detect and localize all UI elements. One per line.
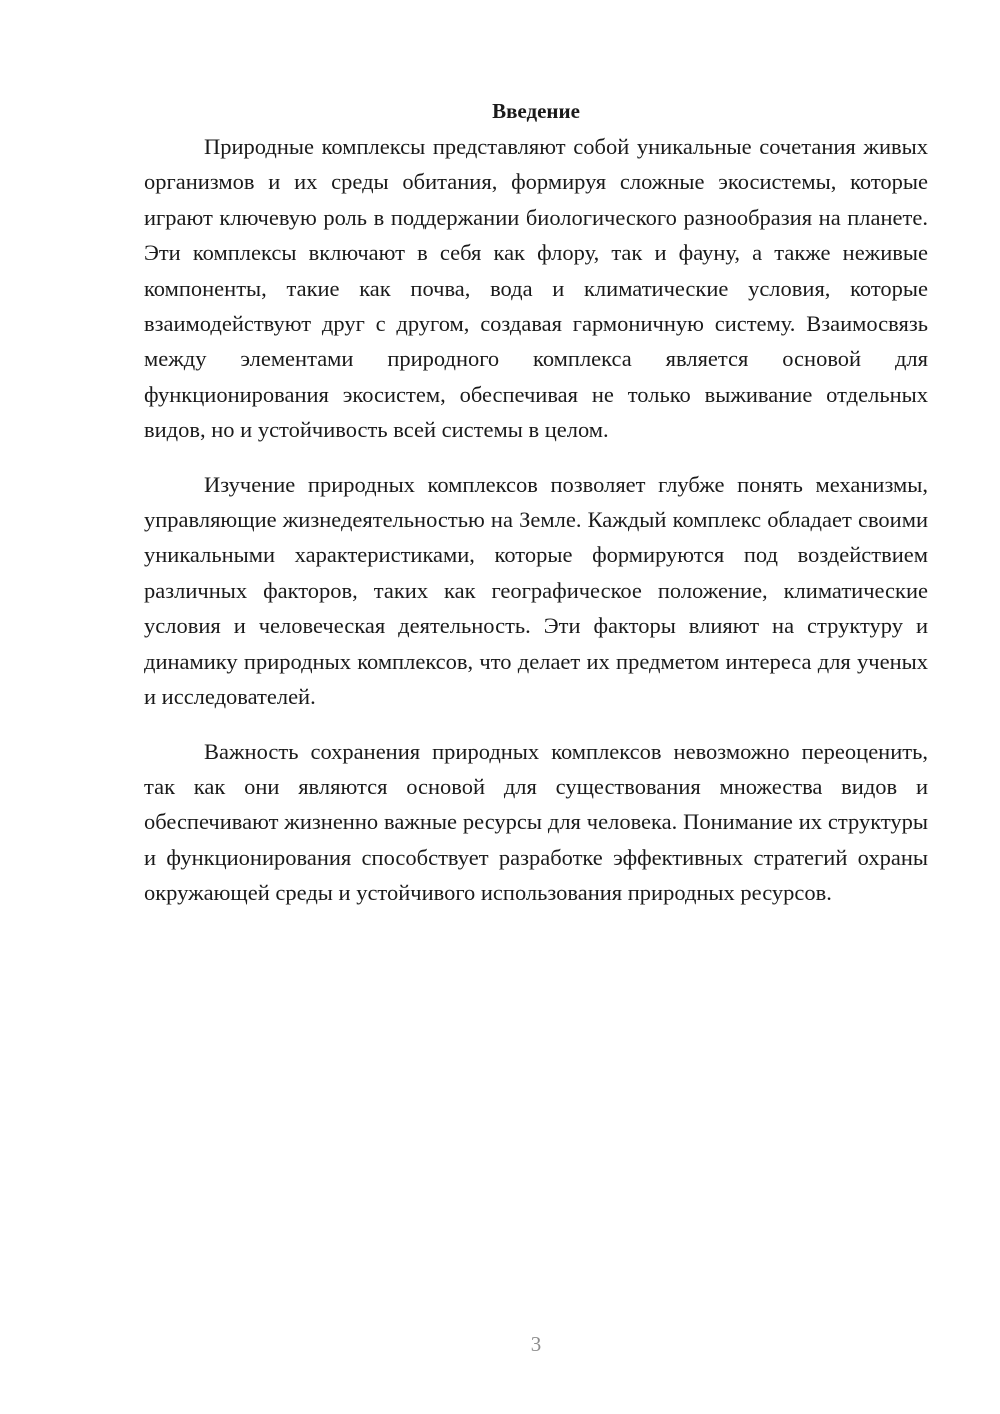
- page-number: 3: [530, 1332, 542, 1356]
- paragraph-1: Природные комплексы представляют собой уникальные сочетания живых организмов и их среды обитания, формируя сложные экосистемы, которые играют ключевую роль в поддержании биологического разнообразия на планете. Эти комплексы включают в себя как флору, так и фауну, а также неживые компоненты, такие как почва, вода и климатические условия, которые взаимодействуют друг с другом, создавая гармоничную систему. Взаимосвязь между элементами природного комплекса является основой для функционирования экосистем, обеспечивая не только выживание отдельных видов, но и устойчивость всей системы в целом.: [144, 134, 928, 443]
- paragraph-3: Важность сохранения природных комплексов невозможно переоценить, так как они являются основой для существования множества видов и обеспечивают жизненно важные ресурсы для человека. Понимание их структуры и функционирования способствует разработке эффективных стратегий охраны окружающей среды и устойчивого использования природных ресурсов.: [144, 738, 928, 906]
- paragraph-2: Изучение природных комплексов позволяет глубже понять механизмы, управляющие жизнедеятельностью на Земле. Каждый комплекс обладает своими уникальными характеристиками, которые формируются под воздействием различных факторов, таких как географическое положение, климатические условия и человеческая деятельность. Эти факторы влияют на структуру и динамику природных комплексов, что делает их предметом интереса для ученых и исследователей.: [144, 471, 928, 710]
- page-body: [144, 94, 928, 911]
- section-title: Введение: [492, 99, 580, 123]
